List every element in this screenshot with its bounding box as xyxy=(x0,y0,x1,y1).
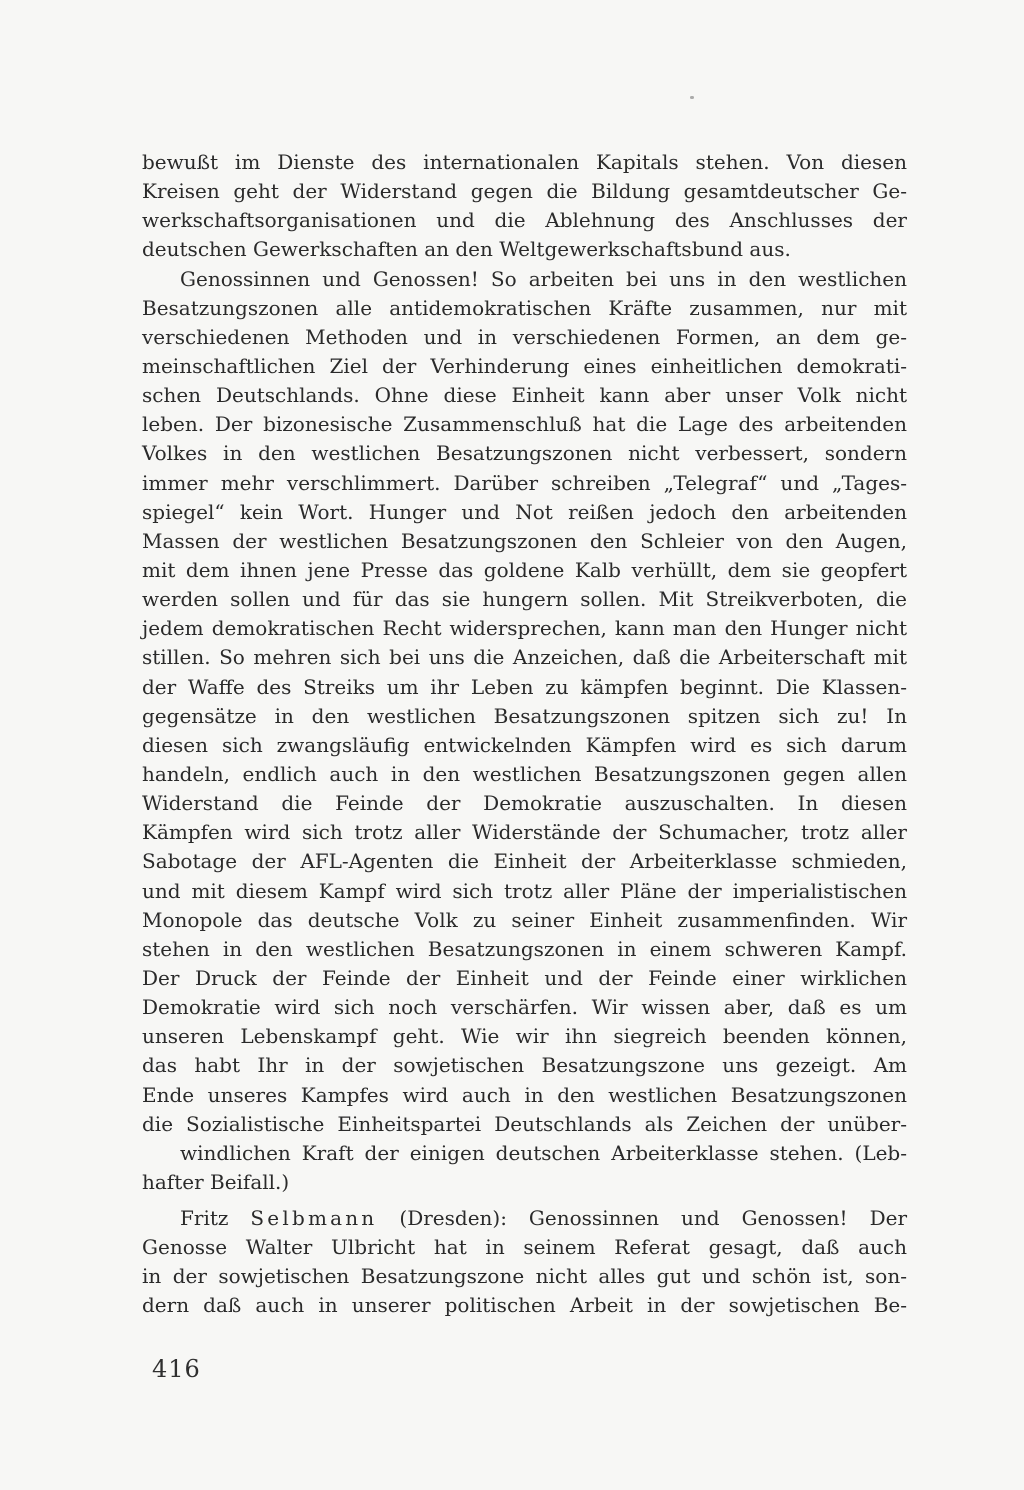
text-line: stillen. So mehren sich bei uns die Anzeichen, daß die Arbeiterschaft mit xyxy=(142,645,907,670)
text-line: Monopole das deutsche Volk zu seiner Einheit zusammenfinden. Wir xyxy=(142,907,907,932)
text-line: Besatzungszonen alle antidemokratischen Kräfte zusammen, nur mit xyxy=(142,295,907,320)
text-line: Kreisen geht der Widerstand gegen die Bildung gesamtdeutscher Ge- xyxy=(142,179,907,204)
text-line: spiegel“ kein Wort. Hunger und Not reißen jedoch den arbeitenden xyxy=(142,499,907,524)
speaker-first-name: Fritz xyxy=(180,1206,229,1230)
speaker-last-name: Selbmann xyxy=(250,1206,378,1230)
text-line: Volkes in den westlichen Besatzungszonen nicht verbessert, sondern xyxy=(142,441,907,466)
text-line: gegensätze in den westlichen Besatzungszonen spitzen sich zu! In xyxy=(142,703,907,728)
text-line: die Sozialistische Einheitspartei Deutschlands als Zeichen der unüber- xyxy=(142,1111,907,1136)
text-line: stehen in den westlichen Besatzungszonen in einem schweren Kampf. xyxy=(142,936,907,961)
page-number: 416 xyxy=(152,1355,201,1383)
text-line: Genossinnen und Genossen! So arbeiten bei uns in den westlichen xyxy=(180,266,907,291)
text-line: Sabotage der AFL-Agenten die Einheit der Arbeiterklasse schmieden, xyxy=(142,849,907,874)
main-text-block xyxy=(142,148,907,1197)
paragraph-continuation xyxy=(142,148,907,265)
text-line: immer mehr verschlimmert. Darüber schreiben „Telegraf“ und „Tages- xyxy=(142,470,907,495)
text-line: werkschaftsorganisationen und die Ablehnung des Anschlusses der xyxy=(142,208,907,233)
text-line: in der sowjetischen Besatzungszone nicht alles gut und schön ist, son- xyxy=(142,1264,907,1289)
text-line: hafter Beifall.) xyxy=(142,1169,290,1194)
text-line: schen Deutschlands. Ohne diese Einheit kann aber unser Volk nicht xyxy=(142,383,907,408)
text-line: leben. Der bizonesische Zusammenschluß hat die Lage des arbeitenden xyxy=(142,412,907,437)
text-line: windlichen Kraft der einigen deutschen Arbeiterklasse stehen. (Leb- xyxy=(180,1140,907,1165)
text-line: Widerstand die Feinde der Demokratie auszuschalten. In diesen xyxy=(142,791,907,816)
text-line: das habt Ihr in der sowjetischen Besatzungszone uns gezeigt. Am xyxy=(142,1053,907,1078)
text-line: bewußt im Dienste des internationalen Kapitals stehen. Von diesen xyxy=(142,150,907,174)
scan-speck xyxy=(690,96,694,99)
text-line: werden sollen und für das sie hungern sollen. Mit Streikverboten, die xyxy=(142,587,907,612)
text-line: unseren Lebenskampf geht. Wie wir ihn siegreich beenden können, xyxy=(142,1024,907,1049)
text-line: Demokratie wird sich noch verschärfen. Wir wissen aber, daß es um xyxy=(142,995,907,1020)
speech-block xyxy=(142,1204,907,1321)
text-line: Ende unseres Kampfes wird auch in den westlichen Besatzungszonen xyxy=(142,1082,907,1107)
text-line: deutschen Gewerkschaften an den Weltgewerkschaftsbund aus. xyxy=(142,237,791,262)
paragraph-speech xyxy=(142,1204,907,1321)
speech-first-line xyxy=(142,1204,907,1233)
text-line: verschiedenen Methoden und in verschiedenen Formen, an dem ge- xyxy=(142,324,907,349)
text-line: dern daß auch in unserer politischen Arbeit in der sowjetischen Be- xyxy=(142,1293,907,1318)
paragraph-genossinnen xyxy=(142,265,907,1198)
text-line: Kämpfen wird sich trotz aller Widerstände der Schumacher, trotz aller xyxy=(142,820,907,845)
text-line: meinschaftlichen Ziel der Verhinderung eines einheitlichen demokrati- xyxy=(142,353,907,378)
text-line: Massen der westlichen Besatzungszonen den Schleier von den Augen, xyxy=(142,528,907,553)
text-line: handeln, endlich auch in den westlichen Besatzungszonen gegen allen xyxy=(142,761,907,786)
text-line: diesen sich zwangsläufig entwickelnden Kämpfen wird es sich darum xyxy=(142,732,907,757)
text-line: Genosse Walter Ulbricht hat in seinem Referat gesagt, daß auch xyxy=(142,1235,907,1260)
text-line: Der Druck der Feinde der Einheit und der Feinde einer wirklichen xyxy=(142,965,907,990)
text-line: und mit diesem Kampf wird sich trotz aller Pläne der imperialistischen xyxy=(142,878,907,903)
speech-first-line-rest: (Dresden): Genossinnen und Genossen! Der xyxy=(399,1206,908,1230)
text-line: jedem demokratischen Recht widersprechen, kann man den Hunger nicht xyxy=(142,616,907,641)
text-line: der Waffe des Streiks um ihr Leben zu kämpfen beginnt. Die Klassen- xyxy=(142,674,907,699)
text-line: mit dem ihnen jene Presse das goldene Kalb verhüllt, dem sie geopfert xyxy=(142,557,907,582)
